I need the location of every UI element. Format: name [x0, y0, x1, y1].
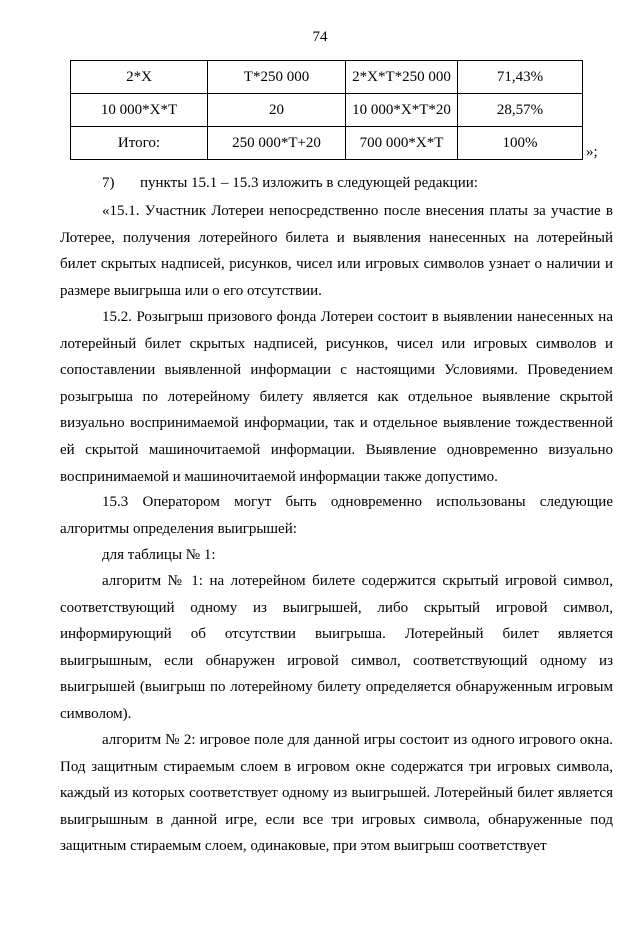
table-cell: 20 — [208, 94, 346, 127]
table-cell: 10 000*X*T*20 — [346, 94, 458, 127]
algorithm-1: алгоритм № 1: на лотерейном билете содержится скрытый игровой символ, соответствующий одному из выигрышей, либо скрытый игровой символ, информирующий об отсутствии выигрыша. Лотерейный билет является выигрышным, если обнаружен игровой символ, соответствующий одному из выигрышей (выигрыш по лотерейному билету определяется обнаруженным игровым символом). — [60, 573, 613, 722]
table-cell: 250 000*T+20 — [208, 127, 346, 160]
table-cell: 100% — [458, 127, 583, 160]
closing-quote: »; — [586, 143, 598, 160]
table-row — [71, 61, 630, 94]
table-cell: 71,43% — [458, 61, 583, 94]
table-closing-mark — [583, 127, 630, 160]
table-cell: 2*X*T*250 000 — [346, 61, 458, 94]
paragraph-15-1: «15.1. Участник Лотереи непосредственно после внесения платы за участие в Лотерее, получения лотерейного билета и выявления нанесенных на лотерейный билет скрытых надписей, рисунков, чисел или игровых символов узнает о наличии и размере выигрыша или о его отсутствии. — [60, 203, 613, 299]
paragraph-15-2: 15.2. Розыгрыш призового фонда Лотереи состоит в выявлении нанесенных на лотерейный билет скрытых надписей, рисунков, чисел или игровых символов и сопоставлении выявленной информации с настоящими Условиями. Проведением розыгрыша по лотерейному билету является как отдельное выявление скрытой визуально воспринимаемой информации, так и отдельное выявление тождественной ей скрытой машиночитаемой информации. Выявление одновременно визуально воспринимаемой и машиночитаемой информации также допустимо. — [60, 309, 613, 485]
item-text: пункты 15.1 – 15.3 изложить в следующей редакции: — [140, 175, 478, 191]
paragraph-15-3: 15.3 Оператором могут быть одновременно использованы следующие алгоритмы определения выигрышей: — [60, 494, 613, 537]
table-row — [71, 127, 630, 160]
table-spacer — [583, 61, 630, 94]
item-number: 7) — [102, 175, 115, 191]
table-spacer — [583, 94, 630, 127]
table-1-heading: для таблицы № 1: — [102, 547, 216, 563]
table-cell: 28,57% — [458, 94, 583, 127]
table-cell: 2*X — [71, 61, 208, 94]
table-cell: 700 000*X*T — [346, 127, 458, 160]
table-row — [71, 94, 630, 127]
page-number: 74 — [312, 29, 328, 45]
item-7 — [102, 170, 478, 196]
table-cell: 10 000*X*T — [71, 94, 208, 127]
table-cell: Итого: — [71, 127, 208, 160]
algorithm-2: алгоритм № 2: игровое поле для данной игры состоит из одного игрового окна. Под защитным стираемым слоем в игровом окне содержатся три игровых символа, каждый из которых соответствует одному из выигрышей. Лотерейный билет является выигрышным в данной игре, если все три игровых символа, обнаруженные под защитным стираемым слоем, одинаковые, при этом выигрыш соответствует — [60, 732, 613, 855]
calculation-table — [70, 60, 630, 160]
table-cell: T*250 000 — [208, 61, 346, 94]
